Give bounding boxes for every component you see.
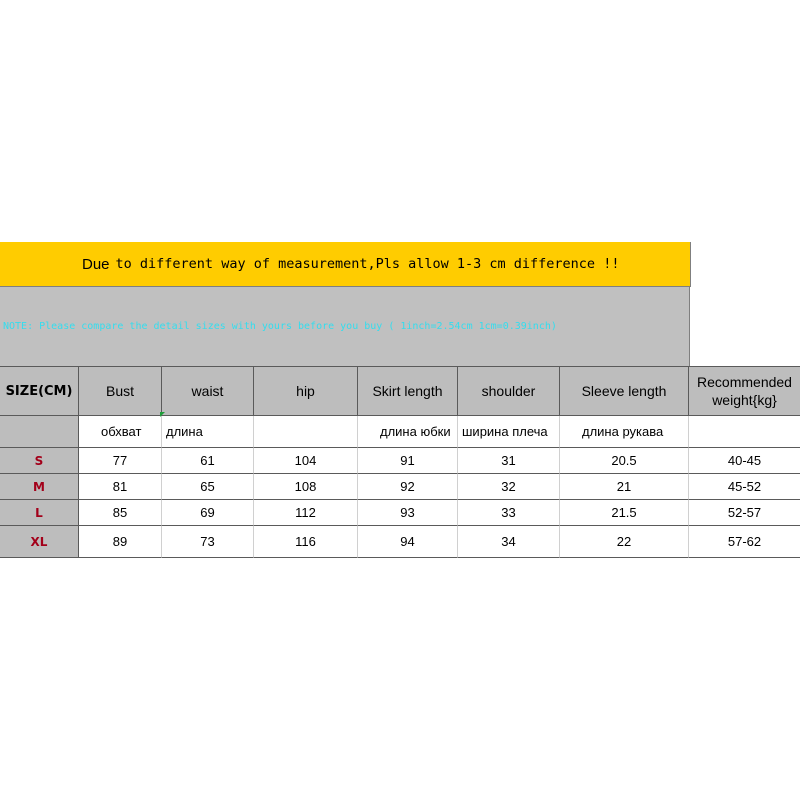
conversion-note: NOTE: Please compare the detail sizes with yours before you buy ( 1inch=2.54cm 1cm=0.39inch) [0, 287, 690, 366]
subheader-cell: ширина плеча [458, 416, 560, 448]
table-cell: 91 [358, 448, 458, 474]
notice-lead: Due [82, 255, 110, 273]
table-cell: 31 [458, 448, 560, 474]
table-cell: 20.5 [560, 448, 689, 474]
size-label-l: L [0, 500, 79, 526]
size-label-s: S [0, 448, 79, 474]
subheader-cell [0, 416, 79, 448]
header-size-cm: SIZE(CM) [0, 366, 79, 416]
notice-text: to different way of measurement,Pls allow 1-3 cm difference !! [115, 256, 620, 272]
table-cell: 73 [162, 526, 254, 558]
subheader-cell [254, 416, 358, 448]
table-cell: 93 [358, 500, 458, 526]
subheader-cell [689, 416, 800, 448]
header-bust: Bust [79, 366, 162, 416]
header-shoulder: shoulder [458, 366, 560, 416]
table-cell: 89 [79, 526, 162, 558]
table-cell: 77 [79, 448, 162, 474]
table-cell: 22 [560, 526, 689, 558]
cell-comment-marker [160, 412, 164, 416]
table-cell: 45-52 [689, 474, 800, 500]
subheader-cell: обхват [79, 416, 162, 448]
table-cell: 52-57 [689, 500, 800, 526]
header-recommended-weight-kg: Recommended weight{kg} [689, 366, 800, 416]
table-cell: 65 [162, 474, 254, 500]
header-skirt-length: Skirt length [358, 366, 458, 416]
table-cell: 94 [358, 526, 458, 558]
table-cell: 116 [254, 526, 358, 558]
table-cell: 57-62 [689, 526, 800, 558]
notice-blank-cell [690, 242, 800, 287]
table-cell: 32 [458, 474, 560, 500]
table-cell: 92 [358, 474, 458, 500]
subheader-cell: длина [162, 416, 254, 448]
note-blank-cell [690, 287, 800, 366]
table-cell: 81 [79, 474, 162, 500]
header-hip: hip [254, 366, 358, 416]
table-cell: 112 [254, 500, 358, 526]
table-cell: 108 [254, 474, 358, 500]
size-label-m: M [0, 474, 79, 500]
table-cell: 21.5 [560, 500, 689, 526]
table-cell: 34 [458, 526, 560, 558]
size-chart [0, 242, 800, 558]
size-label-xl: XL [0, 526, 79, 558]
table-cell: 21 [560, 474, 689, 500]
header-sleeve-length: Sleeve length [560, 366, 689, 416]
table-cell: 104 [254, 448, 358, 474]
subheader-cell: длина рукава [560, 416, 689, 448]
table-cell: 85 [79, 500, 162, 526]
table-cell: 61 [162, 448, 254, 474]
table-cell: 40-45 [689, 448, 800, 474]
measurement-notice [0, 242, 690, 287]
table-cell: 69 [162, 500, 254, 526]
subheader-cell: длина юбки [358, 416, 458, 448]
table-cell: 33 [458, 500, 560, 526]
header-waist: waist [162, 366, 254, 416]
